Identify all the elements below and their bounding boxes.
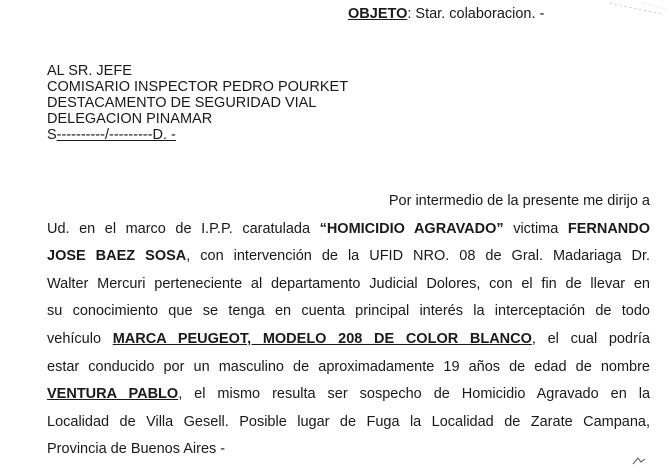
letter-body	[47, 188, 650, 464]
victim-name-rest: JOSE BAEZ SOSA	[47, 248, 187, 265]
objeto-text: : Star. colaboracion. -	[407, 6, 545, 22]
body-line-9: Localidad de Villa Gesell. Posible lugar de Fuga la Localidad de Zarate Campana,	[47, 413, 650, 430]
body-text: , el mismo resulta ser sospecho de Homicidio Agravado en la	[178, 386, 651, 403]
victim-name-first: FERNANDO	[567, 220, 651, 237]
suspect-name: VENTURA PABLO	[47, 386, 179, 403]
objeto-line	[348, 6, 544, 22]
case-title: “HOMICIDIO AGRAVADO”	[319, 220, 504, 237]
addressee-line-4: DELEGACION PINAMAR	[47, 111, 213, 127]
body-line-10: Provincia de Buenos Aires -	[47, 441, 226, 458]
body-line-4: Walter Mercuri perteneciente al departamento Judicial Dolores, con el fin de llevar en	[47, 275, 650, 292]
addressee-sd-line	[47, 127, 348, 143]
body-text: , con intervención de la UFID NRO. 08 de Gral. Madariaga Dr.	[186, 248, 650, 265]
body-line-6	[47, 326, 650, 354]
addressee-line-3: DESTACAMENTO DE SEGURIDAD VIAL	[47, 95, 317, 111]
sd-mid: ----------/---------D	[56, 127, 163, 143]
sd-end: . -	[162, 127, 176, 143]
body-text: vehículo	[47, 330, 113, 347]
body-line-7: estar conducido por un masculino de aproximadamente 19 años de edad de nombre	[47, 358, 650, 375]
body-line-8	[47, 381, 650, 409]
addressee-line-2: COMISARIO INSPECTOR PEDRO POURKET	[47, 79, 349, 95]
scan-smudge	[602, 0, 672, 20]
body-line-1: Por intermedio de la presente me dirijo a	[388, 193, 650, 209]
body-line-3	[47, 243, 650, 271]
body-text: , el cual podría	[531, 330, 650, 347]
body-text: victima	[503, 220, 568, 237]
objeto-label: OBJETO	[348, 6, 408, 22]
addressee-block	[47, 63, 348, 143]
body-text: Ud. en el marco de I.P.P. caratulada	[47, 220, 320, 237]
body-line-5: su conocimiento que se tenga en cuenta principal interés la interceptación de todo	[47, 303, 650, 320]
sd-s: S	[47, 127, 57, 143]
body-line-2	[47, 216, 650, 244]
vehicle-description: MARCA PEUGEOT, MODELO 208 DE COLOR BLANCO	[112, 330, 532, 347]
scan-speck	[632, 456, 646, 466]
addressee-line-1: AL SR. JEFE	[47, 63, 132, 79]
